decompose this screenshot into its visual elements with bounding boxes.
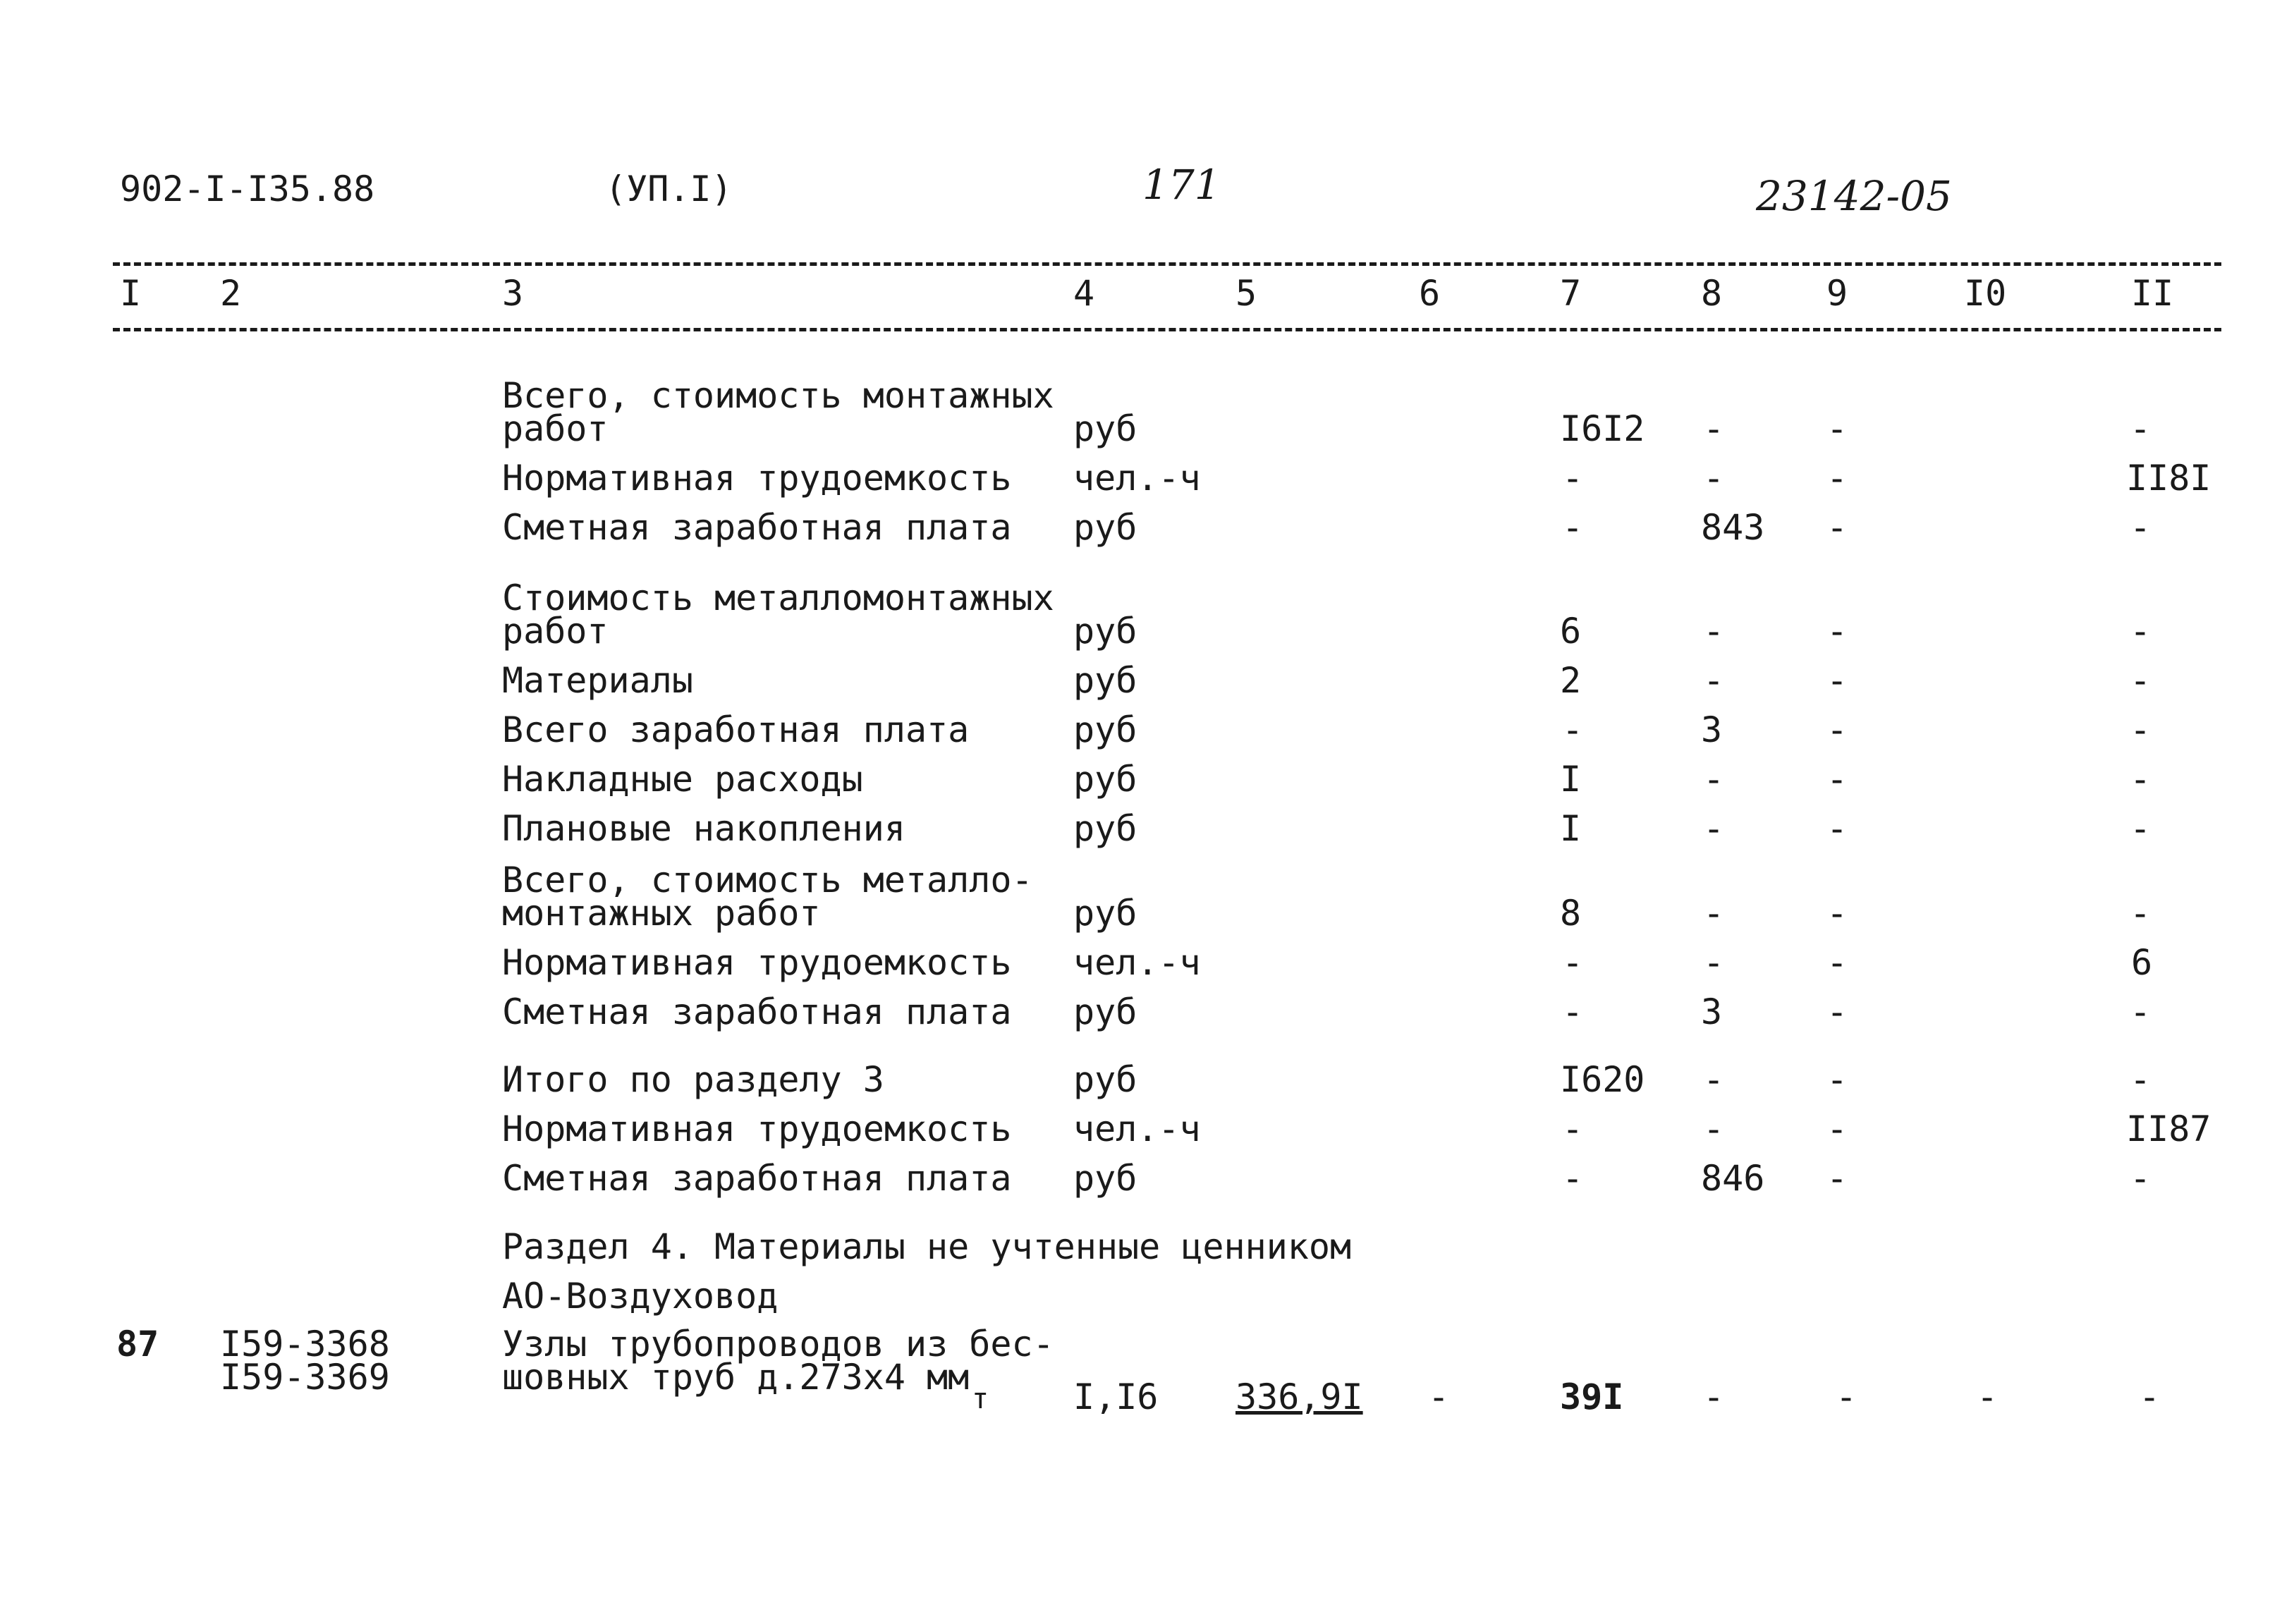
cell-col9: - bbox=[1826, 1158, 1848, 1199]
column-header: I0 bbox=[1964, 273, 2007, 314]
column-header: II bbox=[2131, 273, 2174, 314]
cell-col7: - bbox=[1561, 942, 1584, 983]
column-header: I bbox=[120, 273, 142, 314]
cell-col11: - bbox=[2129, 611, 2152, 652]
cell-col8: 846 bbox=[1701, 1158, 1765, 1199]
column-header: 6 bbox=[1419, 273, 1441, 314]
cell-col11: - bbox=[2129, 759, 2152, 800]
cell-col11: - bbox=[2138, 1376, 2161, 1417]
cell-col7: - bbox=[1561, 507, 1584, 548]
row-name-cont: работ bbox=[502, 611, 609, 652]
cell-col8: - bbox=[1702, 408, 1725, 449]
row-unit: руб bbox=[1073, 660, 1137, 701]
row-name-cont: работ bbox=[502, 408, 609, 449]
row-name-cont: монтажных работ bbox=[502, 893, 821, 934]
cell-col11: 6 bbox=[2131, 942, 2153, 983]
row-name: Всего, стоимость металло- bbox=[502, 860, 1033, 900]
cell-col9: - bbox=[1826, 709, 1848, 750]
item-number: 87 bbox=[116, 1324, 159, 1364]
cell-col8: - bbox=[1702, 893, 1725, 934]
row-unit: чел.-ч bbox=[1073, 942, 1201, 983]
column-header: 3 bbox=[502, 273, 524, 314]
row-unit: руб bbox=[1073, 1059, 1137, 1100]
cell-col8: - bbox=[1702, 458, 1725, 499]
document-code: 902-I-I35.88 bbox=[120, 169, 375, 209]
row-unit: руб bbox=[1073, 709, 1137, 750]
cell-col8: 3 bbox=[1701, 991, 1723, 1032]
row-name: Итого по разделу 3 bbox=[502, 1059, 884, 1100]
cell-col7: 39I bbox=[1560, 1376, 1624, 1417]
row-unit: руб bbox=[1073, 991, 1137, 1032]
cell-col8: - bbox=[1702, 1376, 1725, 1417]
cell-col7: I6I2 bbox=[1560, 408, 1645, 449]
cell-col11: - bbox=[2129, 808, 2152, 849]
item-unit: т bbox=[972, 1383, 989, 1415]
cell-col7: 6 bbox=[1560, 611, 1582, 652]
item-code: I59-3369 bbox=[220, 1357, 390, 1398]
cell-col9: - bbox=[1826, 991, 1848, 1032]
item-name-cont: шовных труб д.273х4 мм bbox=[502, 1357, 970, 1398]
row-unit: руб bbox=[1073, 759, 1137, 800]
cell-col7: - bbox=[1561, 1158, 1584, 1199]
row-name: Стоимость металломонтажных bbox=[502, 578, 1054, 618]
cell-col7: - bbox=[1561, 709, 1584, 750]
cell-col11: - bbox=[2129, 893, 2152, 934]
cell-col7: - bbox=[1561, 1109, 1584, 1149]
row-unit: руб bbox=[1073, 611, 1137, 652]
cell-col9: - bbox=[1826, 759, 1848, 800]
cell-col8: - bbox=[1702, 660, 1725, 701]
row-unit: руб bbox=[1073, 1158, 1137, 1199]
row-name: Нормативная трудоемкость bbox=[502, 1109, 1012, 1149]
column-header: 4 bbox=[1073, 273, 1095, 314]
cell-col9: - bbox=[1826, 1059, 1848, 1100]
cell-col6: - bbox=[1427, 1376, 1450, 1417]
cell-col7: I620 bbox=[1560, 1059, 1645, 1100]
cell-col11: - bbox=[2129, 1059, 2152, 1100]
cell-col11: - bbox=[2129, 991, 2152, 1032]
cell-col8: 3 bbox=[1701, 709, 1723, 750]
column-header: 7 bbox=[1560, 273, 1582, 314]
header-top-rule bbox=[113, 262, 2221, 266]
cell-col8: 843 bbox=[1701, 507, 1765, 548]
cell-col7: 8 bbox=[1560, 893, 1582, 934]
cell-col9: - bbox=[1826, 893, 1848, 934]
row-name: Сметная заработная плата bbox=[502, 1158, 1012, 1199]
cell-col11: II87 bbox=[2126, 1109, 2211, 1149]
item-name: Узлы трубопроводов из бес- bbox=[502, 1324, 1054, 1364]
row-name: Нормативная трудоемкость bbox=[502, 942, 1012, 983]
cell-col8: - bbox=[1702, 942, 1725, 983]
row-name: Плановые накопления bbox=[502, 808, 905, 849]
row-unit: руб bbox=[1073, 408, 1137, 449]
header-bottom-rule bbox=[113, 328, 2221, 331]
row-unit: чел.-ч bbox=[1073, 1109, 1201, 1149]
column-header: 9 bbox=[1826, 273, 1848, 314]
cell-col7: I bbox=[1560, 808, 1582, 849]
cell-col11: - bbox=[2129, 709, 2152, 750]
cell-col8: - bbox=[1702, 1059, 1725, 1100]
cell-col9: - bbox=[1826, 1109, 1848, 1149]
row-name: Сметная заработная плата bbox=[502, 991, 1012, 1032]
cell-col11: - bbox=[2129, 408, 2152, 449]
cell-col4: I,I6 bbox=[1073, 1376, 1159, 1417]
page-number: 171 bbox=[1142, 161, 1221, 209]
row-name: Накладные расходы bbox=[502, 759, 863, 800]
row-unit: руб bbox=[1073, 507, 1137, 548]
cell-col10: - bbox=[1976, 1376, 1999, 1417]
row-name: Материалы bbox=[502, 660, 693, 701]
row-unit: чел.-ч bbox=[1073, 458, 1201, 499]
cell-col9: - bbox=[1826, 942, 1848, 983]
cell-col9: - bbox=[1826, 507, 1848, 548]
cell-col9: - bbox=[1826, 808, 1848, 849]
row-name: Нормативная трудоемкость bbox=[502, 458, 1012, 499]
column-header: 5 bbox=[1235, 273, 1257, 314]
archive-number: 23142-05 bbox=[1756, 172, 1952, 220]
cell-col8: - bbox=[1702, 759, 1725, 800]
cell-col11: - bbox=[2129, 1158, 2152, 1199]
volume-label: (УП.I) bbox=[605, 169, 733, 209]
column-header: 8 bbox=[1701, 273, 1723, 314]
cell-col9: - bbox=[1826, 408, 1848, 449]
cell-col9: - bbox=[1826, 660, 1848, 701]
section-subtitle: АО-Воздуховод bbox=[502, 1276, 779, 1317]
item-code: I59-3368 bbox=[220, 1324, 390, 1364]
cell-col7: - bbox=[1561, 991, 1584, 1032]
cell-col9: - bbox=[1826, 458, 1848, 499]
column-header: 2 bbox=[220, 273, 242, 314]
cell-col11: - bbox=[2129, 507, 2152, 548]
row-unit: руб bbox=[1073, 893, 1137, 934]
row-name: Сметная заработная плата bbox=[502, 507, 1012, 548]
cell-col9: - bbox=[1835, 1376, 1857, 1417]
cell-col8: - bbox=[1702, 611, 1725, 652]
cell-col7: 2 bbox=[1560, 660, 1582, 701]
cell-col9: - bbox=[1826, 611, 1848, 652]
cell-col8: - bbox=[1702, 1109, 1725, 1149]
row-name: Всего, стоимость монтажных bbox=[502, 375, 1054, 416]
row-name: Всего заработная плата bbox=[502, 709, 970, 750]
cell-col11: II8I bbox=[2126, 458, 2211, 499]
cell-col8: - bbox=[1702, 808, 1725, 849]
cell-col7: - bbox=[1561, 458, 1584, 499]
cell-col11: - bbox=[2129, 660, 2152, 701]
section-title: Раздел 4. Материалы не учтенные ценником bbox=[502, 1226, 1352, 1267]
cell-col5: 336,9I bbox=[1235, 1376, 1363, 1417]
row-unit: руб bbox=[1073, 808, 1137, 849]
cell-col7: I bbox=[1560, 759, 1582, 800]
